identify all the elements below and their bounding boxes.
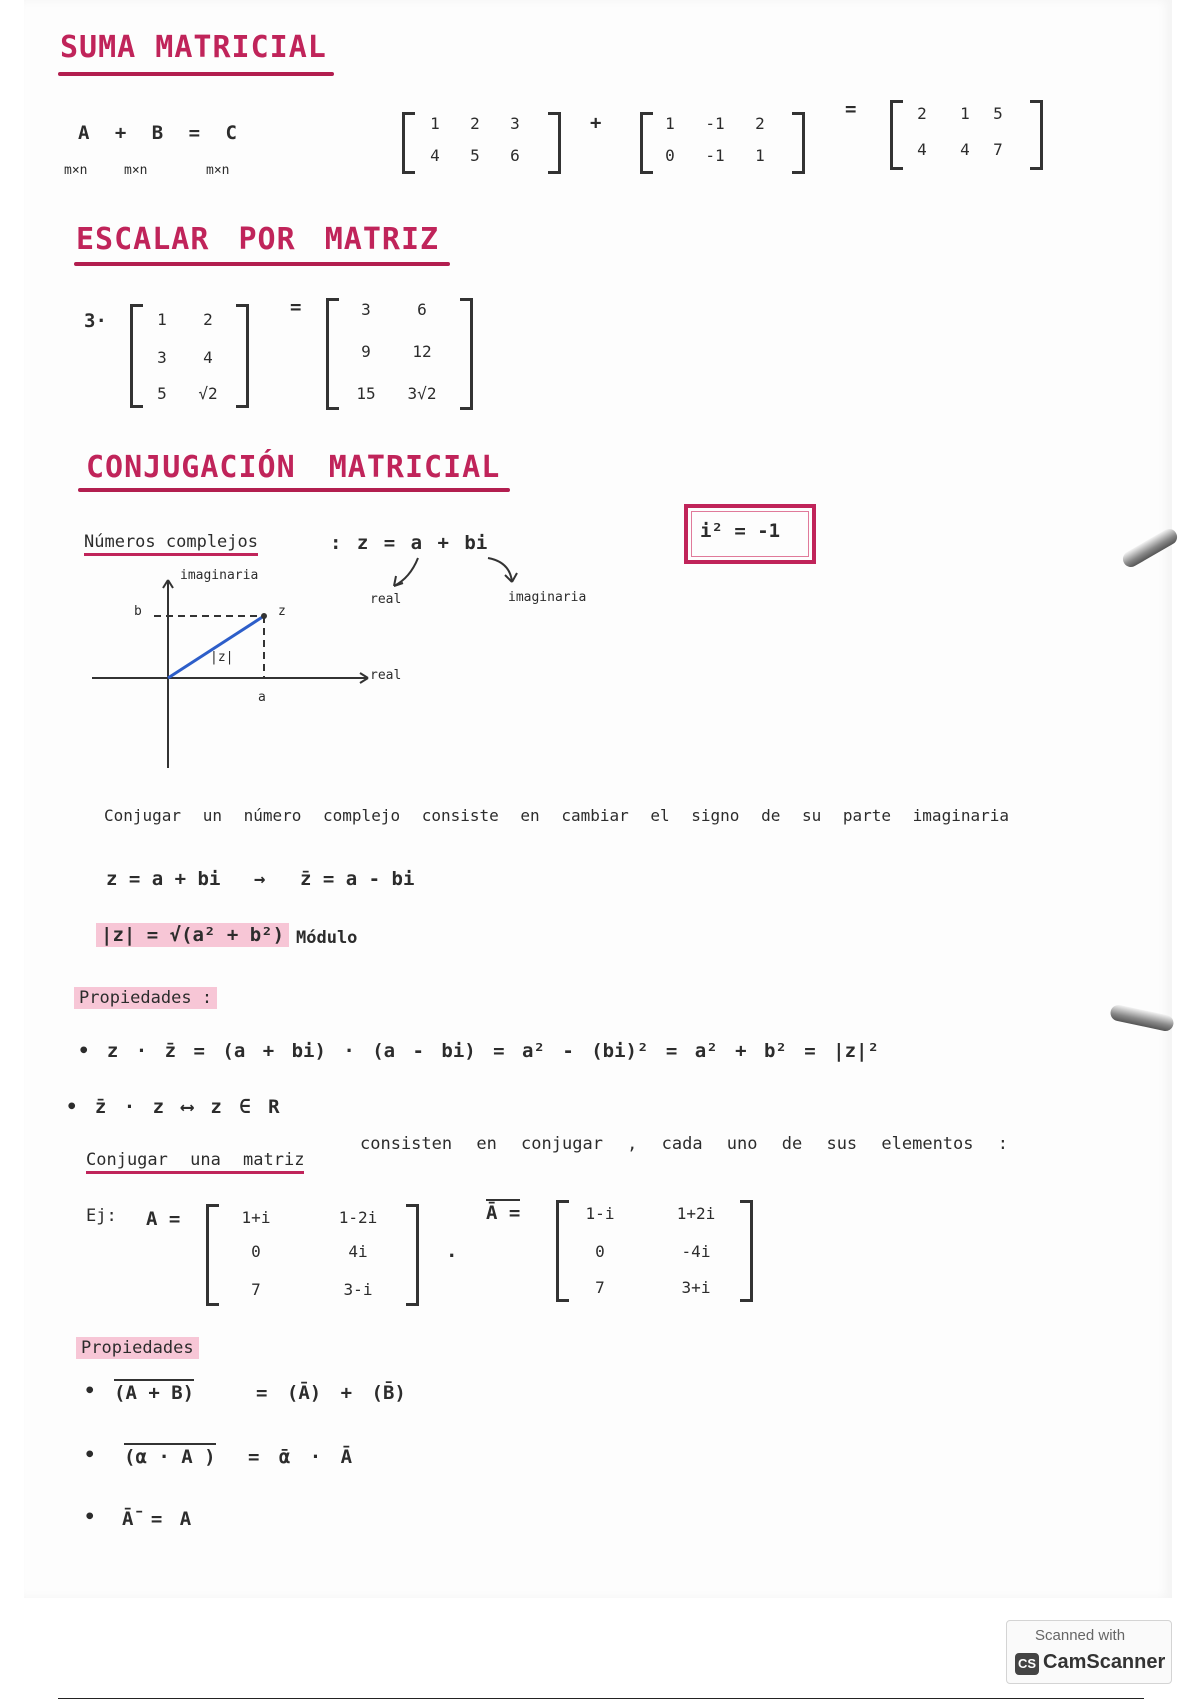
matrix-cell: 15	[356, 384, 376, 403]
axis-label-real: real	[370, 668, 402, 683]
matrix-cell: 2	[755, 114, 765, 133]
title-underline	[58, 72, 334, 76]
conjugate-definition: Conjugar un número complejo consiste en cambiar el signo de su parte imaginaria	[104, 806, 1009, 825]
i-squared-box	[684, 504, 816, 564]
matrix-cell: 1	[665, 114, 675, 133]
propiedades-label-2: Propiedades	[76, 1338, 199, 1358]
matrix-cell: 5	[470, 146, 480, 165]
matrix-cell: -4i	[681, 1242, 711, 1261]
modulus-label: |z|	[210, 650, 234, 665]
matrix-bracket-right	[792, 112, 805, 174]
matrix-conj-def-b: consisten en conjugar , cada uno de sus elementos :	[360, 1134, 1008, 1154]
watermark-line2: CamScanner	[1043, 1651, 1166, 1673]
title-underline	[78, 488, 510, 492]
prop2-2-right: = ᾱ · Ā	[248, 1446, 353, 1468]
dim-b: m×n	[124, 163, 148, 178]
matrix-conj-def-a: Conjugar una matriz	[86, 1150, 304, 1170]
matrix-cell: 1	[157, 310, 167, 329]
matrix-cell: 3	[510, 114, 520, 133]
conj-formula-left: z = a + bi	[106, 868, 221, 890]
numeros-complejos-label: Números complejos	[84, 532, 258, 552]
matrix-cell: 7	[595, 1278, 605, 1297]
matrix-cell: 4	[203, 348, 213, 367]
property-2: • z̄ · z ⟷ z ∈ R	[66, 1096, 280, 1118]
bullet: •	[84, 1444, 96, 1466]
matrix-cell: 9	[361, 342, 371, 361]
conj-formula-arrow: →	[254, 868, 266, 890]
section-title-conjugacion: CONJUGACIÓN MATRICIAL	[86, 450, 501, 485]
scalar: 3·	[84, 310, 107, 332]
z-formula: : z = a + bi	[330, 532, 488, 554]
matrix-cell: 12	[412, 342, 432, 361]
matrix-cell: 1	[755, 146, 765, 165]
matrix-bracket-left	[556, 1200, 569, 1302]
section-title-suma: SUMA MATRICIAL	[60, 30, 327, 65]
dim-a: m×n	[64, 163, 88, 178]
matrix-cell: 0	[595, 1242, 605, 1261]
i-squared-formula: i² = -1	[700, 520, 781, 542]
matrix-cell: 0	[251, 1242, 261, 1261]
matrix-cell: 4i	[348, 1242, 368, 1261]
plus-sign: +	[590, 112, 602, 134]
matrix-cell: 6	[417, 300, 427, 319]
z-point-label: z	[278, 604, 286, 619]
matrix-cell: √2	[198, 384, 218, 403]
matrix-cell: 3	[157, 348, 167, 367]
b-label: b	[134, 604, 142, 619]
matrix-cell: 1	[960, 104, 970, 123]
argand-diagram	[88, 570, 408, 770]
prop2-3: Ā̄ = A	[122, 1508, 192, 1530]
matrix-cell: 1-i	[585, 1204, 615, 1223]
matrix-bracket-right	[548, 112, 561, 174]
example-label: Ej:	[86, 1206, 117, 1226]
camscanner-watermark	[1006, 1620, 1172, 1684]
matrix-cell: 2	[917, 104, 927, 123]
matrix-cell: 3	[361, 300, 371, 319]
conj-formula-right: z̄ = a - bi	[300, 868, 415, 890]
matrix-cell: 2	[203, 310, 213, 329]
camscanner-logo-icon: CS	[1015, 1653, 1039, 1675]
matrix-bracket-left	[402, 112, 415, 174]
matrix-cell: 5	[157, 384, 167, 403]
real-part-label: real	[370, 592, 402, 607]
matrix-bracket-right	[740, 1200, 753, 1302]
matrix-cell: 4	[430, 146, 440, 165]
matrix-abar-label: Ā =	[486, 1202, 521, 1224]
propiedades-label: Propiedades :	[74, 988, 217, 1008]
matrix-cell: 1-2i	[338, 1208, 378, 1227]
matrix-cell: 7	[251, 1280, 261, 1299]
matrix-bracket-right	[460, 298, 473, 410]
prop2-1-left: (A + B)	[114, 1382, 195, 1404]
section-title-escalar: ESCALAR POR MATRIZ	[76, 222, 440, 257]
equals-sign: =	[845, 98, 857, 120]
bullet: •	[84, 1506, 96, 1528]
imag-part-label: imaginaria	[508, 590, 587, 605]
matrix-cell: 1	[430, 114, 440, 133]
modulo-label: Módulo	[296, 928, 358, 948]
matrix-cell: 1+i	[241, 1208, 271, 1227]
equals-sign: =	[290, 296, 302, 318]
matrix-cell: 2	[470, 114, 480, 133]
property-1: • z · z̄ = (a + bi) · (a - bi) = a² - (bi)² = a² + b² = |z|²	[78, 1040, 879, 1062]
title-underline	[74, 262, 450, 266]
matrix-cell: -1	[705, 114, 725, 133]
matrix-cell: 7	[993, 140, 1003, 159]
matrix-bracket-right	[1030, 100, 1043, 170]
dim-c: m×n	[206, 163, 230, 178]
sum-formula: A + B = C	[78, 122, 237, 144]
axis-label-imaginaria: imaginaria	[180, 568, 259, 583]
matrix-cell: 3-i	[343, 1280, 373, 1299]
matrix-cell: 6	[510, 146, 520, 165]
matrix-cell: -1	[705, 146, 725, 165]
bullet: •	[84, 1380, 96, 1402]
matrix-cell: 0	[665, 146, 675, 165]
example-separator: .	[446, 1240, 458, 1262]
matrix-cell: 4	[917, 140, 927, 159]
matrix-bracket-right	[236, 304, 249, 408]
matrix-bracket-left	[206, 1204, 219, 1306]
modulo-formula: |z| = √(a² + b²)	[96, 924, 289, 946]
prop2-2-left: (α · A )	[124, 1446, 216, 1468]
matrix-bracket-left	[326, 298, 339, 410]
matrix-cell: 5	[993, 104, 1003, 123]
matrix-cell: 1+2i	[676, 1204, 716, 1223]
footer-divider	[58, 1698, 1144, 1699]
matrix-cell: 4	[960, 140, 970, 159]
prop2-1-right: = (Ā) + (B̄)	[256, 1382, 406, 1404]
matrix-a-label: A =	[146, 1208, 181, 1230]
matrix-cell: 3√2	[407, 384, 437, 403]
a-label: a	[258, 690, 266, 705]
matrix-cell: 3+i	[681, 1278, 711, 1297]
matrix-bracket-right	[406, 1204, 419, 1306]
watermark-line1: Scanned with	[1035, 1627, 1126, 1644]
